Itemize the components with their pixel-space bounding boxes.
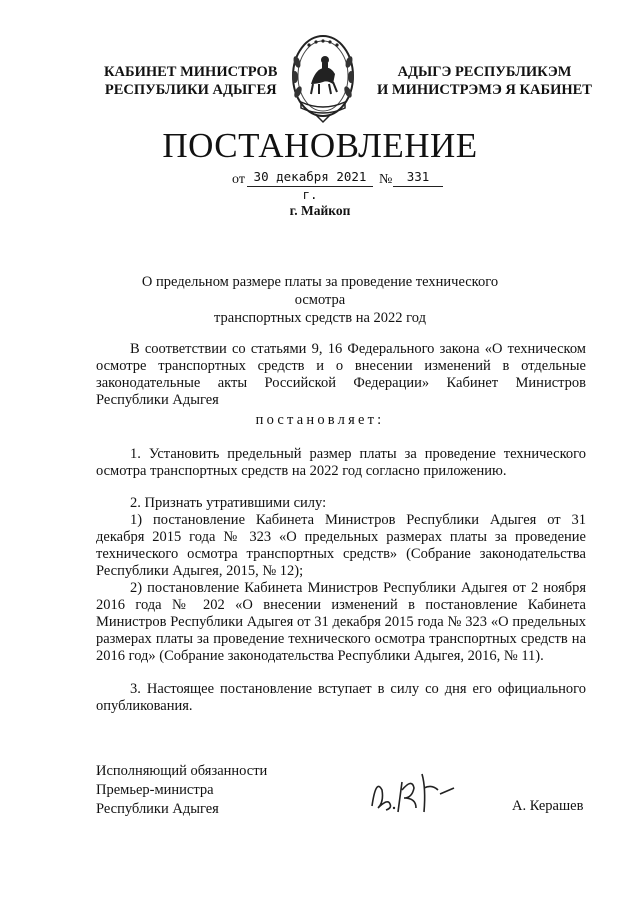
signatory-line2: Премьер-министра [96,782,214,798]
decree-word: постановляет: [255,412,385,428]
document-title: ПОСТАНОВЛЕНИЕ [162,126,478,165]
document-number: 331 [393,168,443,187]
item-1-text: 1. Установить предельный размер платы за проведение технического осмотра транспортных средств на 2022 год согласно приложению. [96,446,586,479]
signatory-title [96,762,267,819]
handwritten-signature-icon [368,768,458,818]
signatory-line3: Республики Адыгея [96,801,219,817]
number-sign: № [379,172,393,187]
header-right [377,63,592,99]
header-left-line2: РЕСПУБЛИКИ АДЫГЕЯ [104,82,277,98]
coat-of-arms-emblem-icon [287,32,359,124]
item-2-heading: 2. Признать утратившими силу: [130,495,327,511]
item-2-sub-2: 2) постановление Кабинета Министров Республики Адыгея от 2 ноября 2016 года № 202 «О внесении изменений в постановление Кабинета Министров Республики Адыгея от 31 декабря 2015 года № 323 «О предельных размерах платы за проведение технического осмотра транспортных средств на 2016 год» (Собрание законодательства Республики Адыгея, 2016, № 11). [96,580,586,664]
signatory-name: А. Керашев [512,798,584,814]
preamble-block [96,341,586,409]
dateline [0,168,640,202]
preamble-text: В соответствии со статьями 9, 16 Федерального закона «О техническом осмотре транспортных средств и о внесении изменений в отдельные законодательные акты Российской Федерации» Кабинет Министров Республики Адыгея [96,341,586,408]
subject-line2: транспортных средств на 2022 год [214,310,426,326]
header-right-line2: И МИНИСТРЭМЭ Я КАБИНЕТ [377,82,592,98]
item-3-block [96,681,586,715]
item-3-text: 3. Настоящее постановление вступает в силу со дня его официального опубликования. [96,681,586,714]
signatory-line1: Исполняющий обязанности [96,763,268,779]
subject-line1: О предельном размере платы за проведение технического осмотра [141,274,499,308]
document-date: 30 декабря 2021 г. [247,168,373,187]
document-subject [120,273,520,327]
header-right-line1: АДЫГЭ РЕСПУБЛИКЭМ [397,64,572,80]
item-2-sub-1: 1) постановление Кабинета Министров Республики Адыгея от 31 декабря 2015 года № 323 «О предельных размерах платы за проведение технического осмотра транспортных средств» (Собрание законодательства Республики Адыгея, 2015, № 12); [96,512,586,579]
item-2-block [96,495,586,665]
dateline-prefix: от [232,172,245,187]
header-left [104,63,277,99]
item-1-block [96,446,586,480]
header-left-line1: КАБИНЕТ МИНИСТРОВ [104,64,278,80]
city: г. Майкоп [289,203,351,218]
